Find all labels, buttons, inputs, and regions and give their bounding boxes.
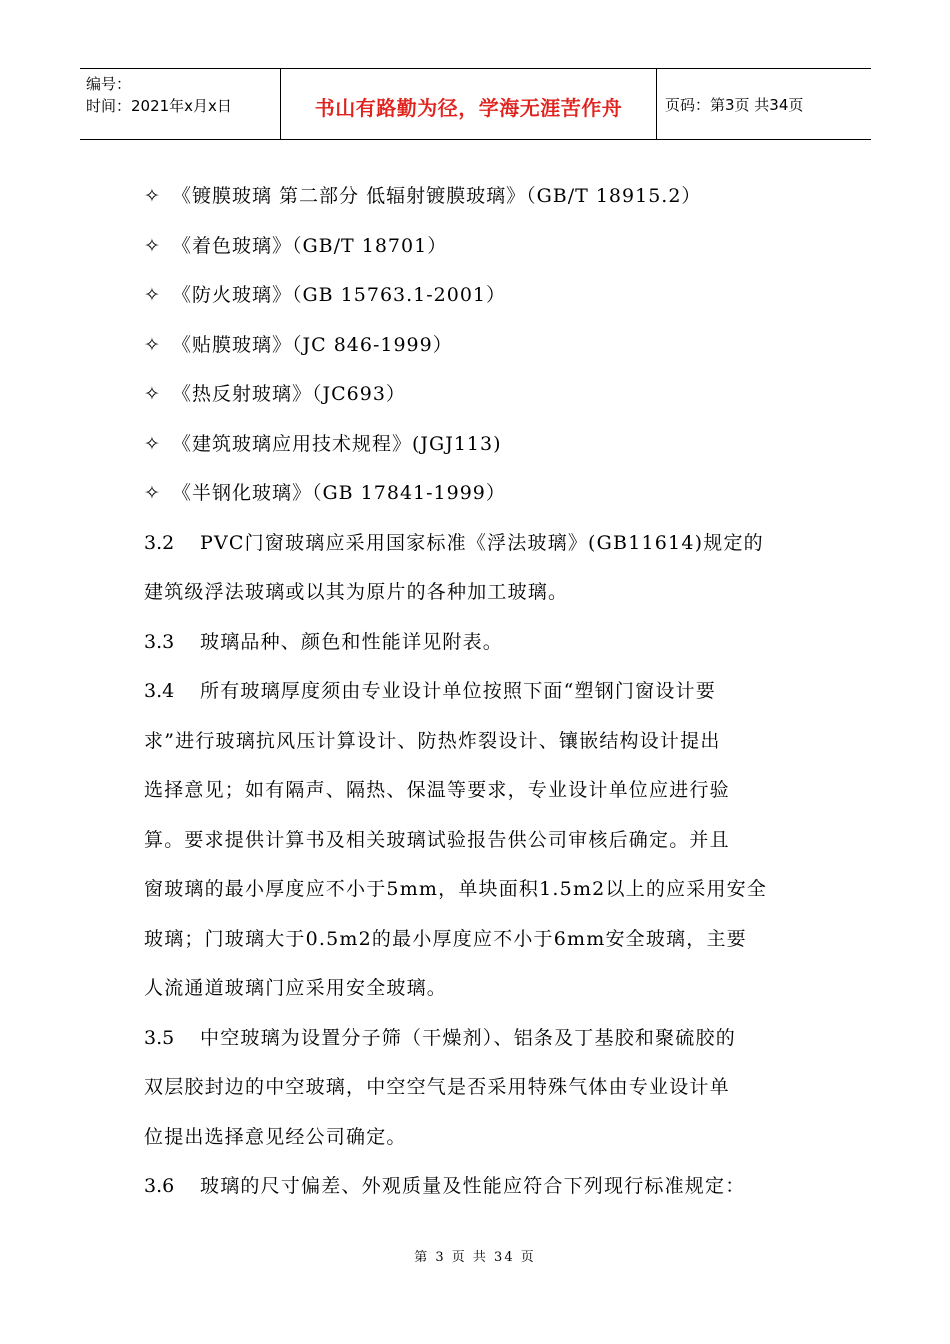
section-number: 3.3	[144, 630, 175, 653]
bullet-icon: ✧	[144, 333, 161, 356]
section-3-5: 3.5 中空玻璃为设置分子筛（干燥剂）、铝条及丁基胶和聚硫胶的 双层胶封边的中空玻璃，中空空气是否采用特殊气体由专业设计单 位提出选择意见经公司确定。	[144, 1014, 809, 1163]
list-item: ✧ 《着色玻璃》（GB/T 18701）	[144, 222, 809, 272]
header-meta	[80, 69, 281, 139]
document-number-label: 编号：	[86, 75, 132, 93]
section-number: 3.2	[144, 531, 175, 554]
section-number: 3.6	[144, 1175, 175, 1197]
list-item: ✧ 《贴膜玻璃》（JC 846-1999）	[144, 321, 809, 371]
bullet-icon: ✧	[144, 482, 161, 504]
list-item: ✧ 《镀膜玻璃 第二部分 低辐射镀膜玻璃》（GB/T 18915.2）	[144, 172, 809, 222]
list-item: ✧ 《防火玻璃》（GB 15763.1-2001）	[144, 271, 809, 321]
section-3-4: 3.4 所有玻璃厚度须由专业设计单位按照下面“塑钢门窗设计要 求”进行玻璃抗风压计算设计、防热炸裂设计、镶嵌结构设计提出 选择意见；如有隔声、隔热、保温等要求，专业设计单位应进行验 算。要求提供计算书及相关玻璃试验报告供公司审核后确定。并且 窗玻璃的最小厚度应不小于5mm，单块面积1.5m2以上的应采用安全 玻璃；门玻璃大于0.5m2的最小厚度应不小于6mm安全玻璃，主要 人流通道玻璃门应采用安全玻璃。	[144, 667, 809, 1014]
list-item: ✧ 《热反射玻璃》（JC693）	[144, 370, 809, 420]
header-motto-cell	[281, 69, 657, 139]
bullet-icon: ✧	[144, 284, 161, 306]
document-date: 时间：2021年x月x日	[86, 97, 232, 115]
list-item: ✧ 《半钢化玻璃》（GB 17841-1999）	[144, 469, 809, 519]
document-body	[144, 172, 809, 1212]
bullet-icon: ✧	[144, 432, 161, 455]
header-page-cell	[657, 69, 871, 139]
section-3-6: 3.6 玻璃的尺寸偏差、外观质量及性能应符合下列现行标准规定：	[144, 1162, 809, 1212]
page-footer: 第 3 页 共 34 页	[414, 1250, 536, 1265]
bullet-icon: ✧	[144, 234, 161, 257]
section-3-2: 3.2 PVC门窗玻璃应采用国家标准《浮法玻璃》(GB11614)规定的 建筑级浮法玻璃或以其为原片的各种加工玻璃。	[144, 519, 809, 618]
header-motto: 书山有路勤为径，学海无涯苦作舟	[314, 95, 623, 120]
bullet-icon: ✧	[144, 383, 161, 405]
standards-list	[144, 172, 809, 519]
section-number: 3.5	[144, 1026, 175, 1049]
list-item: ✧ 《建筑玻璃应用技术规程》(JGJ113)	[144, 420, 809, 470]
header-page-number: 页码：第3页 共34页	[665, 95, 804, 114]
section-3-3: 3.3 玻璃品种、颜色和性能详见附表。	[144, 618, 809, 668]
section-number: 3.4	[144, 680, 175, 702]
page-header	[80, 68, 871, 140]
bullet-icon: ✧	[144, 185, 161, 207]
